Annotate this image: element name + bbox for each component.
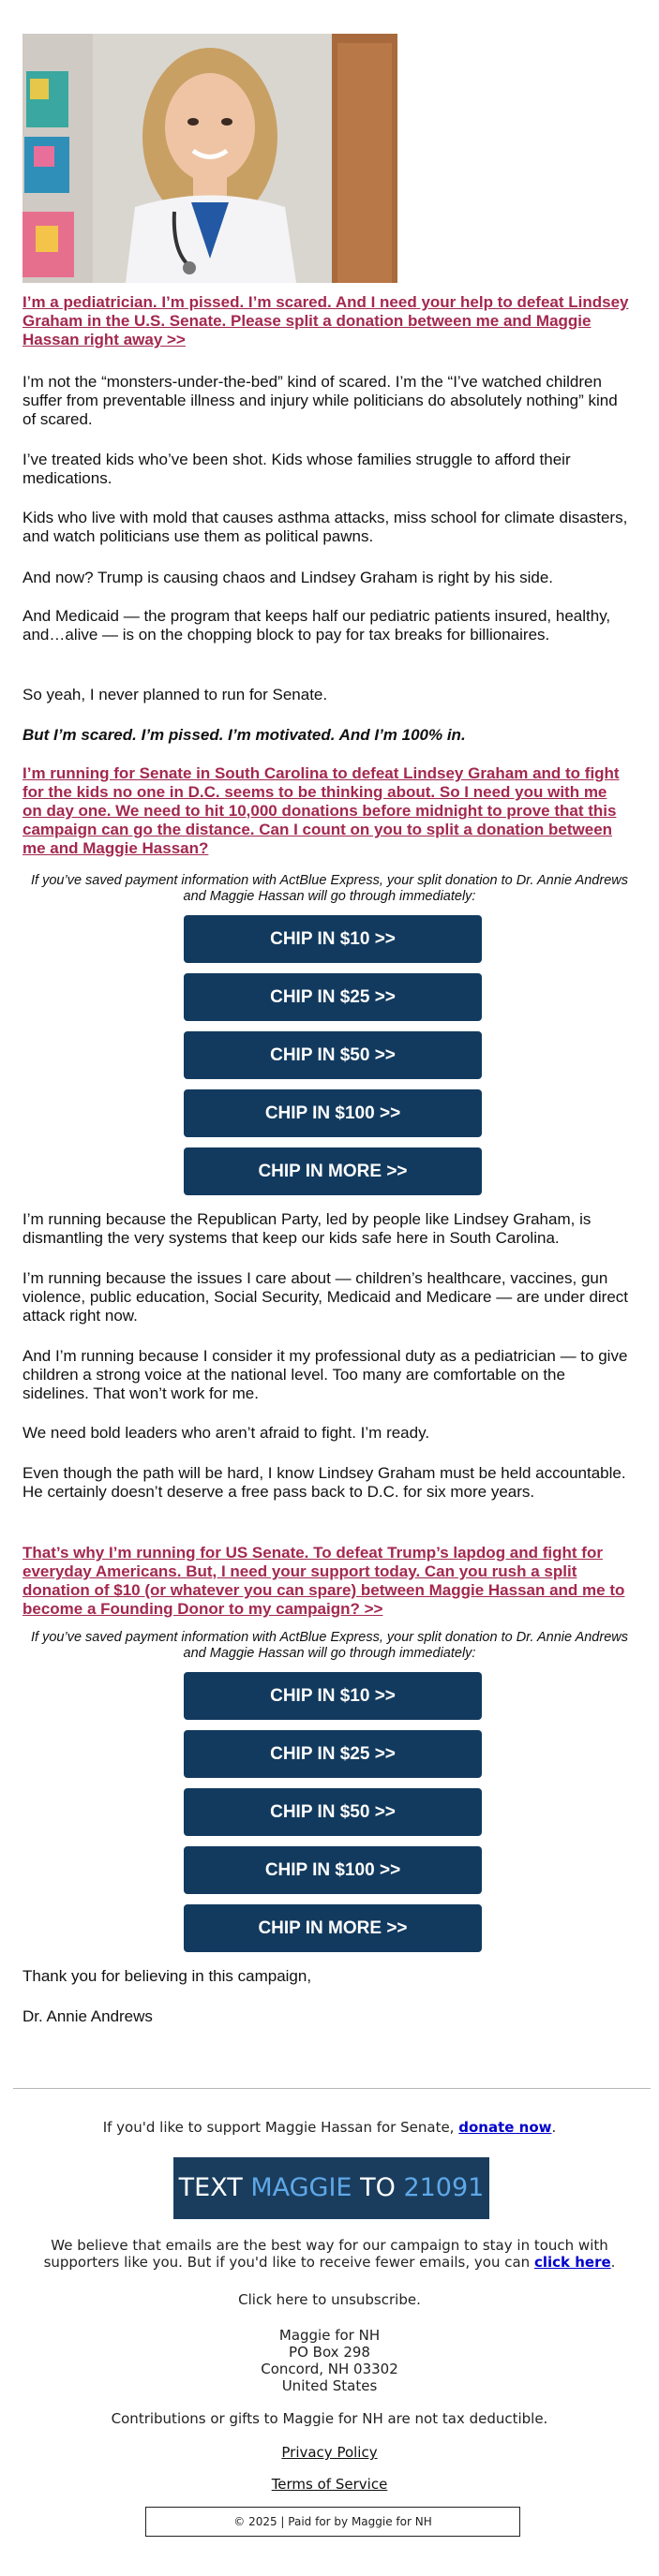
body-paragraph: Kids who live with mold that causes asthma attacks, miss school for climate disasters, and watch politicians use them as political pawns. — [22, 509, 628, 545]
address-line: Concord, NH 03302 — [261, 2361, 398, 2377]
fewer-emails-link[interactable]: click here — [533, 2254, 611, 2271]
headline-donate-link[interactable]: I’m a pediatrician. I’m pissed. I’m scared. And I need your help to defeat Lindsey Graham in the U.S. Senate. Please split a donation between me and Maggie Hassan right away >> — [22, 293, 629, 348]
fewer-emails-suffix: . — [610, 2254, 616, 2271]
signoff-thanks: Thank you for believing in this campaign, — [22, 1967, 312, 1985]
unsubscribe-link[interactable]: Click here to unsubscribe. — [238, 2291, 421, 2308]
body-paragraph: I’m running because the issues I care about — children’s healthcare, vaccines, gun violence, public education, Social Security, Medicaid and Medicare — are under direct attack right now. — [22, 1269, 629, 1325]
chip-in-25-button[interactable]: CHIP IN $25 >> — [184, 1730, 482, 1778]
privacy-policy-link-wrap — [0, 2444, 659, 2461]
chip-in-more-button[interactable]: CHIP IN MORE >> — [184, 1147, 482, 1195]
chip-in-50-button[interactable]: CHIP IN $50 >> — [184, 1031, 482, 1079]
chip-in-10-button[interactable]: CHIP IN $10 >> — [184, 1672, 482, 1720]
chip-in-100-button[interactable]: CHIP IN $100 >> — [184, 1846, 482, 1894]
banner-number: 21091 — [403, 2173, 485, 2202]
body-paragraph: I’m not the “monsters-under-the-bed” kind of scared. I’m the “I’ve watched children suffer from preventable illness and injury while politicians do absolutely nothing” kind of scared. — [22, 373, 618, 428]
address-line: Maggie for NH — [278, 2327, 381, 2344]
footer-divider — [13, 2088, 651, 2089]
fewer-emails-body: We believe that emails are the best way for our campaign to stay in touch with supporters like you. But if you'd like to receive fewer emails, you can — [43, 2237, 608, 2271]
support-suffix: . — [551, 2119, 557, 2136]
support-line — [0, 2119, 659, 2136]
emphasis-statement: But I’m scared. I’m pissed. I’m motivated. And I’m 100% in. — [22, 726, 466, 744]
body-paragraph: We need bold leaders who aren’t afraid to fight. I’m ready. — [22, 1424, 430, 1442]
body-paragraph: Even though the path will be hard, I know Lindsey Graham must be held accountable. He certainly doesn’t deserve a free pass back to D.C. for six more years. — [22, 1464, 626, 1501]
address-line: PO Box 298 — [289, 2344, 370, 2361]
chip-in-50-button[interactable]: CHIP IN $50 >> — [184, 1788, 482, 1836]
body-paragraph: I’ve treated kids who’ve been shot. Kids whose families struggle to afford their medications. — [22, 451, 571, 487]
signoff-name: Dr. Annie Andrews — [22, 2007, 153, 2025]
chip-in-more-button[interactable]: CHIP IN MORE >> — [184, 1904, 482, 1952]
tax-disclaimer: Contributions or gifts to Maggie for NH are not tax deductible. — [111, 2410, 548, 2427]
actblue-note: If you’ve saved payment information with ActBlue Express, your split donation to Dr. Annie Andrews and Maggie Hassan will go through immediately: — [31, 1630, 628, 1661]
terms-link-wrap — [0, 2476, 659, 2493]
terms-of-service-link[interactable]: Terms of Service — [271, 2476, 388, 2493]
body-paragraph: And Medicaid — the program that keeps half our pediatric patients insured, healthy, and…alive — is on the chopping block to pay for tax breaks for billionaires. — [22, 607, 611, 644]
address-line: United States — [281, 2377, 378, 2394]
donate-now-link[interactable]: donate now — [458, 2119, 552, 2136]
body-paragraph: So yeah, I never planned to run for Senate. — [22, 686, 328, 703]
paid-for-disclaimer: © 2025 | Paid for by Maggie for NH — [145, 2507, 520, 2537]
actblue-note: If you’ve saved payment information with ActBlue Express, your split donation to Dr. Annie Andrews and Maggie Hassan will go through immediately: — [31, 873, 628, 904]
banner-text-pre: TEXT — [178, 2173, 243, 2202]
cta-donate-link-1[interactable]: I’m running for Senate in South Carolina to defeat Lindsey Graham and to fight for the kids no one in D.C. seems to be thinking about. So I need you with me on day one. We need to hit 10,000 donations before midnight to prove that this campaign can go the distance. Can I count on you to split a donation between me and Maggie Hassan? — [22, 764, 620, 857]
chip-in-100-button[interactable]: CHIP IN $100 >> — [184, 1089, 482, 1137]
banner-keyword: MAGGIE — [250, 2173, 352, 2202]
chip-in-10-button[interactable]: CHIP IN $10 >> — [184, 915, 482, 963]
privacy-policy-link[interactable]: Privacy Policy — [281, 2444, 378, 2461]
fewer-emails-text — [17, 2237, 642, 2271]
body-paragraph: I’m running because the Republican Party, led by people like Lindsey Graham, is dismantling the very systems that keep our kids safe here in South Carolina. — [22, 1210, 592, 1247]
body-paragraph: And I’m running because I consider it my professional duty as a pediatrician — to give children a strong voice at the national level. Too many are comfortable on the sidelines. That won’t work for me. — [22, 1347, 628, 1402]
banner-text-mid: TO — [360, 2173, 396, 2202]
cta-donate-link-2[interactable]: That’s why I’m running for US Senate. To defeat Trump’s lapdog and fight for everyday Americans. But, I need your support today. Can you rush a split donation of $10 (or whatever you can spare) between Maggie Hassan and me to become a Founding Donor to my campaign? >> — [22, 1544, 625, 1618]
chip-in-25-button[interactable]: CHIP IN $25 >> — [184, 973, 482, 1021]
body-paragraph: And now? Trump is causing chaos and Lindsey Graham is right by his side. — [22, 569, 554, 586]
candidate-photo[interactable] — [22, 34, 397, 283]
text-maggie-banner[interactable] — [173, 2157, 489, 2219]
support-prefix: If you'd like to support Maggie Hassan for Senate, — [102, 2119, 455, 2136]
